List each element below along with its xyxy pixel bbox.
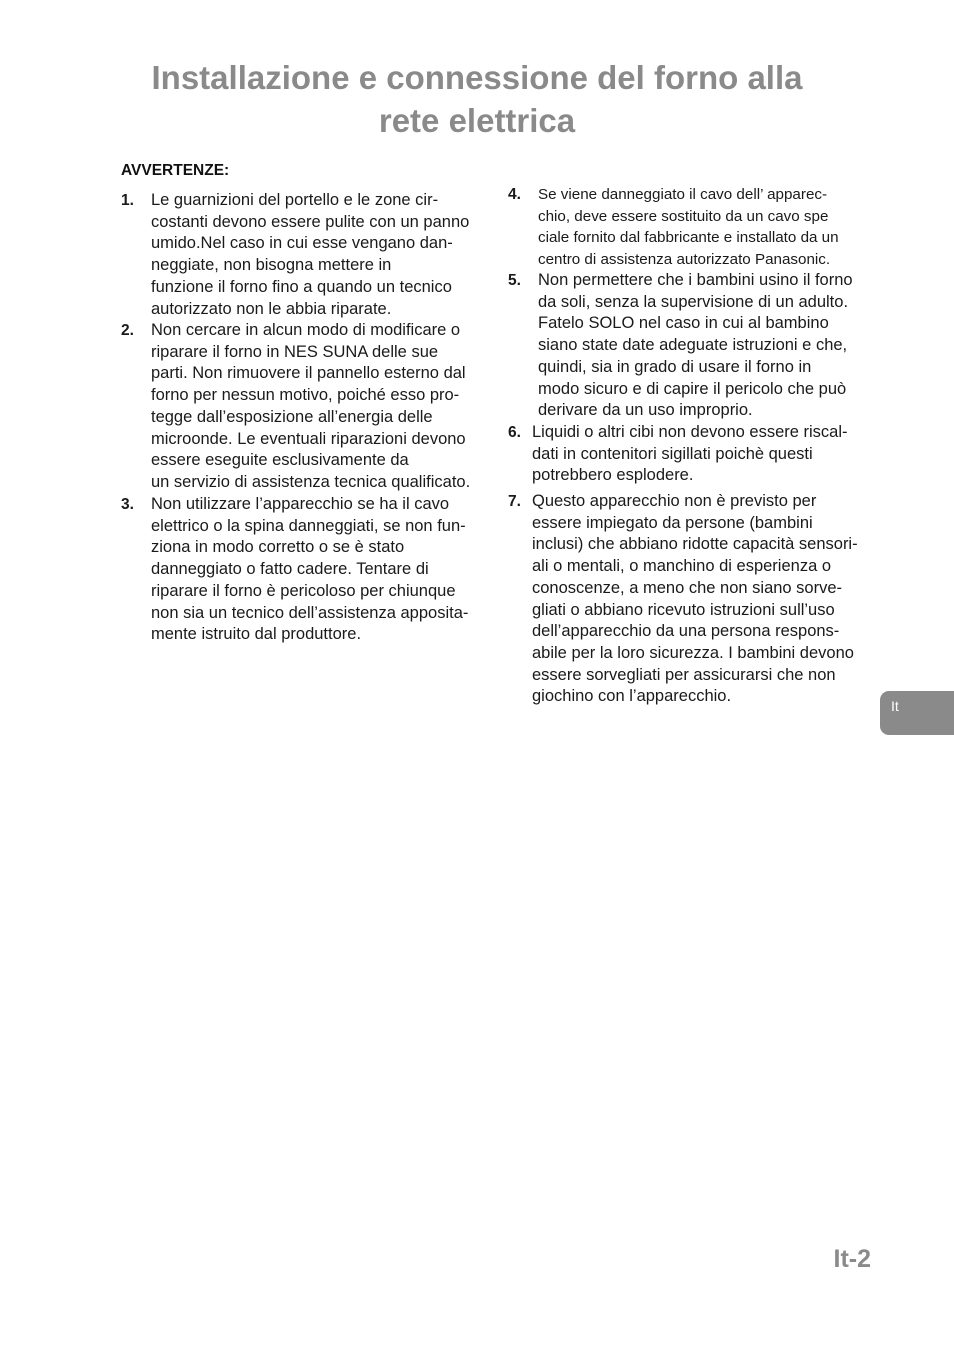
warning-heading: AVVERTENZE: bbox=[121, 162, 230, 179]
item-text: Se viene danneggiato il cavo dell’ apparec- chio, deve essere sostituito da un cavo spe ciale fornito dal fabbricante e installato da un centro di assistenza autorizzato Panasonic. bbox=[538, 186, 839, 269]
item-text: Questo apparecchio non è previsto per essere impiegato da persone (bambini inclusi) che abbiano ridotte capacità sensori- ali o mentali, o manchino di esperienza o conoscenze, a meno che non siano sorve- gliati o abbiano ricevuto istruzioni sull’uso dell’apparecchio da una persona respons- abile per la loro sicurezza. I bambini devono essere sorvegliati per assicurarsi che non giochino con l’apparecchio. bbox=[532, 492, 858, 706]
language-tab bbox=[880, 691, 954, 735]
item-number: 7. bbox=[508, 493, 521, 510]
item-number: 5. bbox=[508, 272, 521, 289]
title-line-2: rete elettrica bbox=[378, 102, 576, 139]
item-text: Non cercare in alcun modo di modificare o riparare il forno in NES SUNA delle sue parti. Non rimuovere il pannello esterno dal forno per nessun motivo, poiché esso pro- tegge dall’esposizione all’energia delle microonde. Le eventuali riparazioni devono essere eseguite esclusivamente da un servizio di assistenza tecnica qualificato. bbox=[151, 321, 471, 491]
title-line-1: Installazione e connessione del forno alla bbox=[151, 59, 803, 96]
page-title bbox=[60, 56, 894, 142]
page-number: It-2 bbox=[833, 1245, 871, 1273]
item-text: Liquidi o altri cibi non devono essere riscal- dati in contenitori sigillati poichè questi potrebbero esplodere. bbox=[532, 423, 848, 485]
item-number: 2. bbox=[121, 322, 134, 339]
item-text: Non permettere che i bambini usino il forno da soli, senza la supervisione di un adulto. Fatelo SOLO nel caso in cui al bambino siano state date adeguate istruzioni e che, quindi, sia in grado di usare il forno in modo sicuro e di capire il pericolo che può derivare da un uso improprio. bbox=[538, 271, 853, 420]
language-tab-label: It bbox=[891, 698, 899, 714]
item-number: 1. bbox=[121, 192, 134, 209]
item-number: 4. bbox=[508, 186, 521, 203]
item-number: 3. bbox=[121, 496, 134, 513]
item-text: Non utilizzare l’apparecchio se ha il cavo elettrico o la spina danneggiati, se non fun- ziona in modo corretto o se è stato danneggiato o fatto cadere. Tentare di riparare il forno è pericoloso per chiunque non sia un tecnico dell’assistenza apposita- mente istruito dal produttore. bbox=[151, 495, 469, 644]
item-number: 6. bbox=[508, 424, 521, 441]
item-text: Le guarnizioni del portello e le zone cir- costanti devono essere pulite con un panno umido.Nel caso in cui esse vengano dan- neggiate, non bisogna mettere in funzione il forno fino a quando un tecnico autorizzato non le abbia riparate. bbox=[151, 191, 470, 318]
